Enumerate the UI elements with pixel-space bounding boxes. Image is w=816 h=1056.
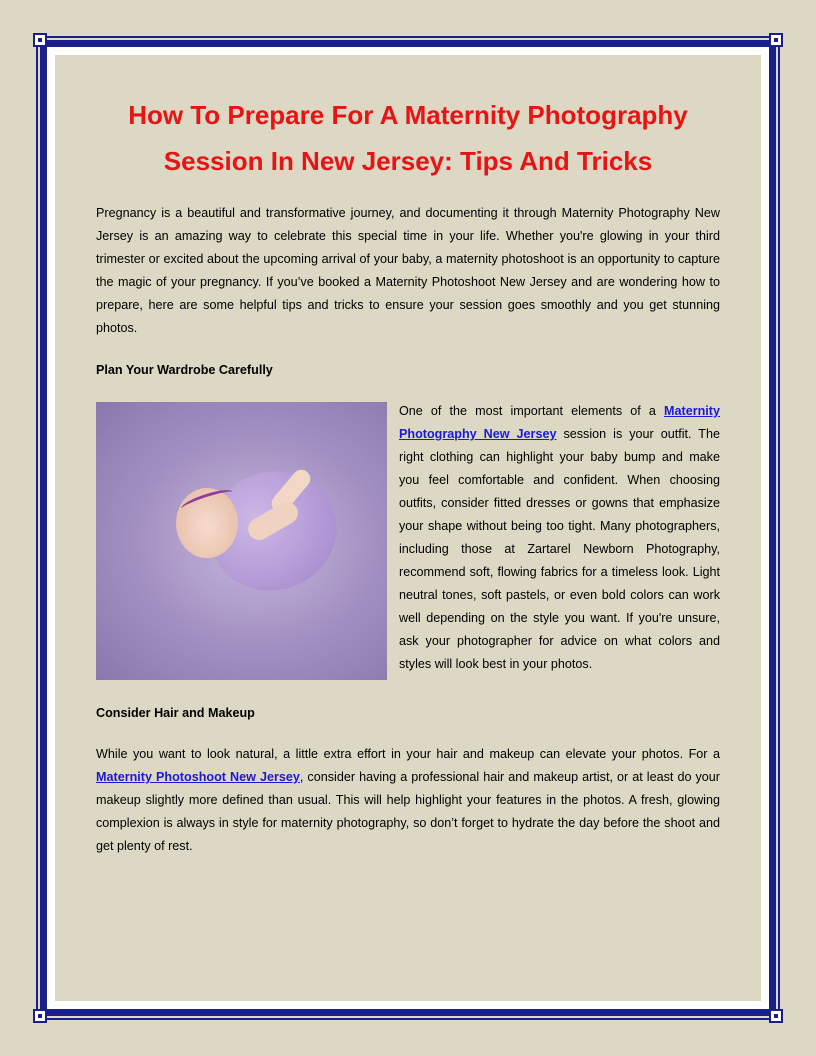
hair-makeup-text-end: , consider having a professional hair and makeup artist, or at least do your makeup slightly more defined than usual. This will help highlight your features in the photos. A fresh, glowing complexion is always in style for maternity photography, so don’t forget to hydrate the day before the shoot and get plenty of rest.	[96, 770, 720, 853]
hair-makeup-text-start: While you want to look natural, a little extra effort in your hair and makeup can elevate your photos. For a	[96, 747, 720, 761]
intro-paragraph: Pregnancy is a beautiful and transformative journey, and documenting it through Maternity Photography New Jersey is an amazing way to celebrate this special time in your life. Whether you're glowing in your third trimester or excited about the upcoming arrival of your baby, a maternity photoshoot is an opportunity to capture the magic of your pregnancy. If you’ve booked a Maternity Photoshoot New Jersey and are wondering how to prepare, here are some helpful tips and tricks to ensure your session goes smoothly and you get stunning photos.	[96, 206, 720, 335]
page-title: How To Prepare For A Maternity Photography Session In New Jersey: Tips And Tricks	[128, 100, 688, 176]
wardrobe-section	[96, 400, 720, 684]
wardrobe-text-start: One of the most important elements of a	[399, 404, 665, 418]
maternity-photography-link[interactable]: Maternity Photography New Jersey	[399, 404, 720, 441]
section-heading-wardrobe: Plan Your Wardrobe Carefully	[96, 363, 273, 377]
section-heading-hair-makeup: Consider Hair and Makeup	[96, 706, 255, 720]
corner-ornament-top-left	[33, 33, 47, 47]
corner-ornament-bottom-right	[769, 1009, 783, 1023]
corner-ornament-bottom-left	[33, 1009, 47, 1023]
corner-ornament-top-right	[769, 33, 783, 47]
hair-makeup-paragraph	[96, 743, 720, 858]
wardrobe-text-end: session is your outfit. The right clothing can highlight your baby bump and make you feel comfortable and confident. When choosing outfits, consider fitted dresses or gowns that emphasize your shape without being too tight. Many photographers, including those at Zartarel Newborn Photography, recommend soft, flowing fabrics for a timeless look. Light neutral tones, soft pastels, or even bold colors can work well depending on the style you want. If you're unsure, ask your photographer for advice on what colors and styles will look best in your photos.	[399, 427, 720, 671]
maternity-photoshoot-link[interactable]: Maternity Photoshoot New Jersey	[96, 770, 300, 784]
document-body	[96, 92, 720, 858]
newborn-photo	[96, 402, 387, 680]
